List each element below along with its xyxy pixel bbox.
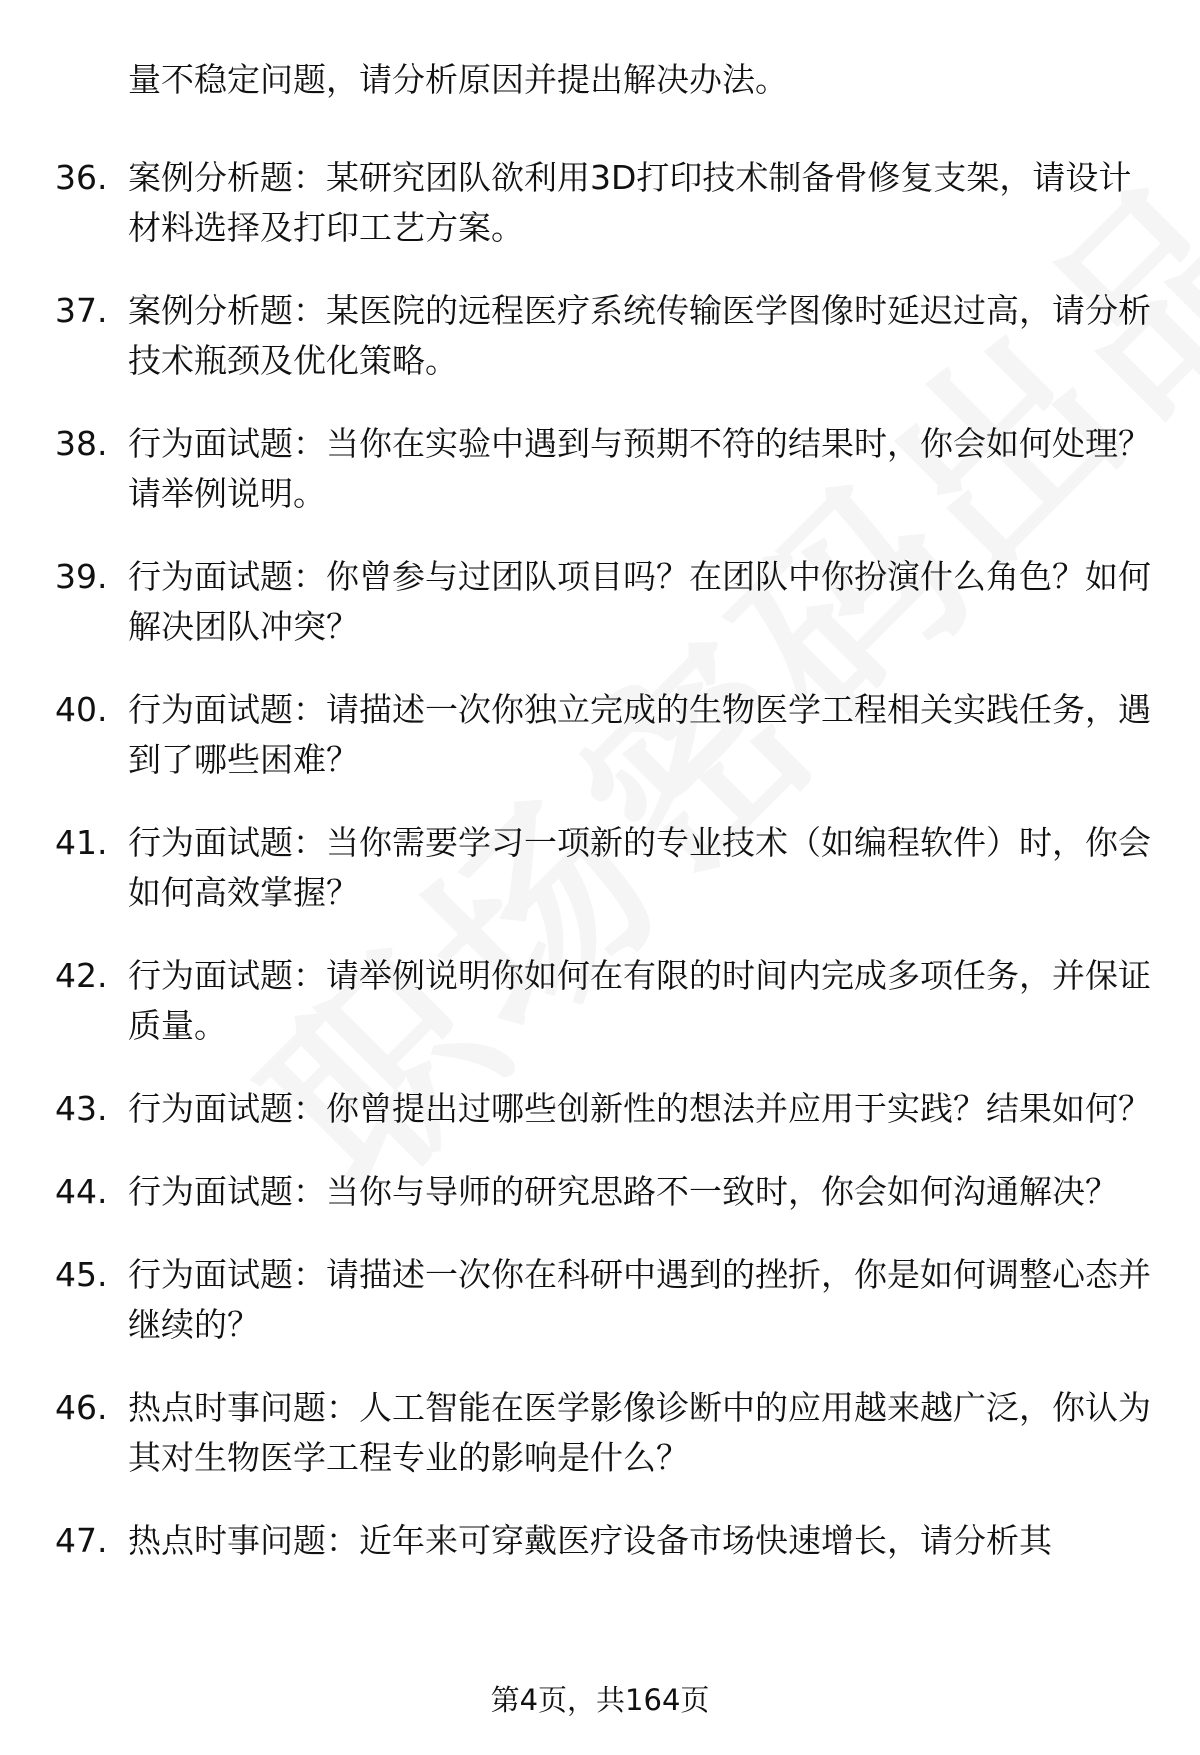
item-text: 热点时事问题：人工智能在医学影像诊断中的应用越来越广泛，你认为其对生物医学工程专业的影响是什么？ (128, 1388, 1151, 1477)
list-item (55, 153, 1155, 253)
item-text: 行为面试题：请描述一次你在科研中遇到的挫折，你是如何调整心态并继续的？ (128, 1255, 1151, 1344)
item-text: 行为面试题：当你在实验中遇到与预期不符的结果时，你会如何处理？请举例说明。 (128, 424, 1151, 513)
item-text: 行为面试题：请举例说明你如何在有限的时间内完成多项任务，并保证质量。 (128, 956, 1151, 1045)
list-item (55, 419, 1155, 519)
list-item (55, 1250, 1155, 1350)
item-text: 热点时事问题：近年来可穿戴医疗设备市场快速增长，请分析其 (128, 1521, 1052, 1560)
list-item (55, 818, 1155, 918)
item-text: 行为面试题：你曾提出过哪些创新性的想法并应用于实践？结果如何？ (128, 1089, 1151, 1128)
list-item (55, 552, 1155, 652)
item-number: 44. (55, 1172, 108, 1211)
item-text: 行为面试题：当你与导师的研究思路不一致时，你会如何沟通解决？ (128, 1172, 1118, 1211)
item-number: 38. (55, 424, 108, 463)
item-number: 46. (55, 1388, 108, 1427)
list-item (55, 1167, 1155, 1217)
item-text: 行为面试题：当你需要学习一项新的专业技术（如编程软件）时，你会如何高效掌握？ (128, 823, 1151, 912)
item-number: 36. (55, 158, 108, 197)
list-item (55, 1383, 1155, 1483)
item-text: 行为面试题：你曾参与过团队项目吗？在团队中你扮演什么角色？如何解决团队冲突？ (128, 557, 1151, 646)
list-item (55, 685, 1155, 785)
continued-text: 量不稳定问题，请分析原因并提出解决办法。 (128, 60, 788, 99)
list-item (55, 1516, 1155, 1566)
list-item (55, 286, 1155, 386)
question-list (55, 55, 1155, 1599)
item-number: 40. (55, 690, 108, 729)
item-text: 案例分析题：某医院的远程医疗系统传输医学图像时延迟过高，请分析技术瓶颈及优化策略。 (128, 291, 1151, 380)
list-item (55, 1084, 1155, 1134)
item-number: 47. (55, 1521, 108, 1560)
item-number: 43. (55, 1089, 108, 1128)
item-number: 45. (55, 1255, 108, 1294)
item-number: 39. (55, 557, 108, 596)
item-number: 37. (55, 291, 108, 330)
item-number: 42. (55, 956, 108, 995)
item-text: 案例分析题：某研究团队欲利用3D打印技术制备骨修复支架，请设计材料选择及打印工艺方案。 (128, 158, 1132, 247)
list-item (55, 951, 1155, 1051)
item-text: 行为面试题：请描述一次你独立完成的生物医学工程相关实践任务，遇到了哪些困难？ (128, 690, 1151, 779)
page-footer: 第4页，共164页 (490, 1683, 710, 1717)
item-number: 41. (55, 823, 108, 862)
